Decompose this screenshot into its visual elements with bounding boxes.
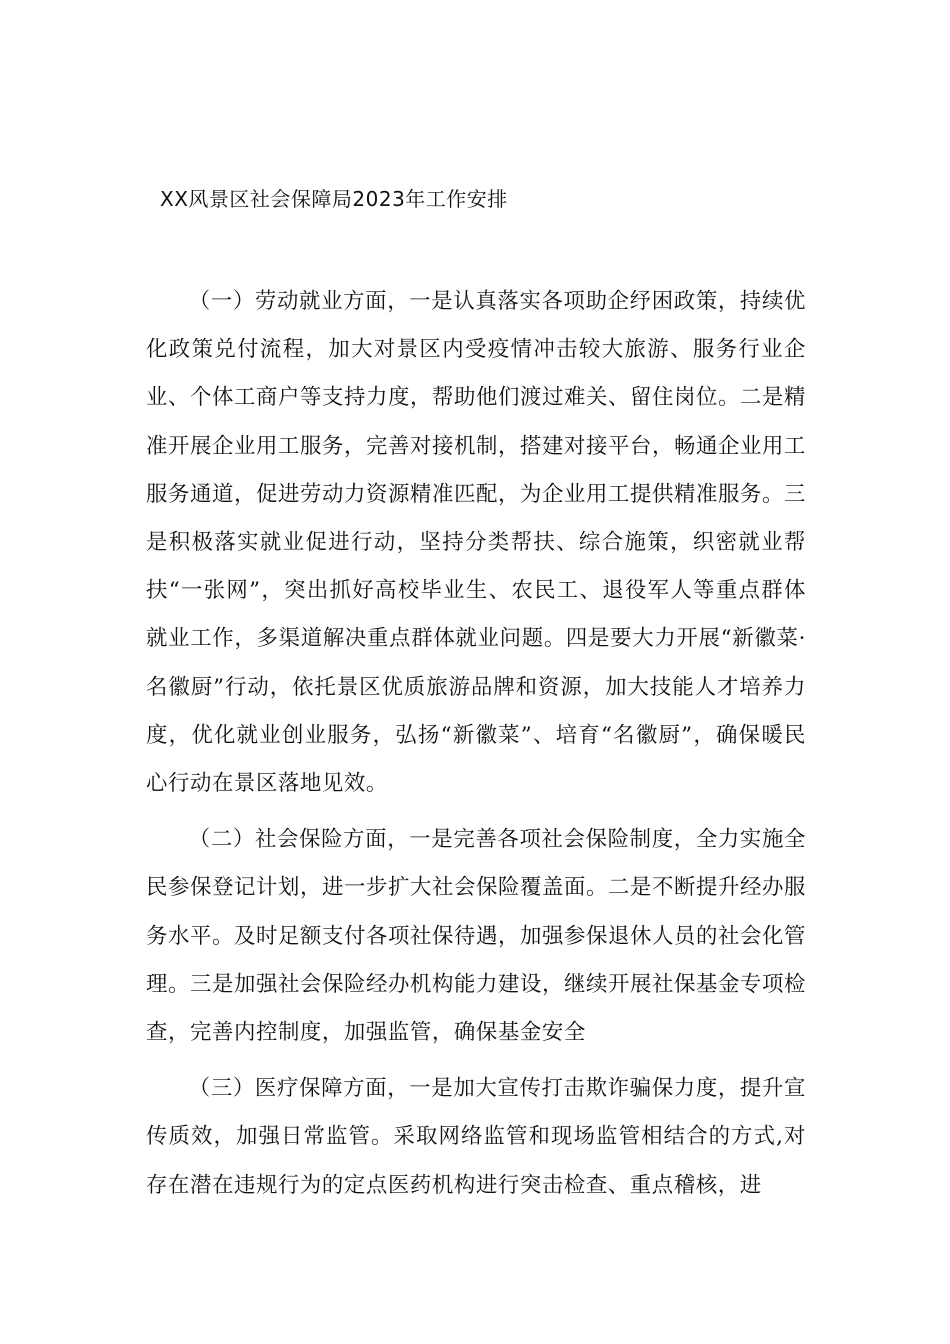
paragraph-labor-employment: （一）劳动就业方面，一是认真落实各项助企纾困政策，持续优化政策兑付流程，加大对景区内受疫情冲击较大旅游、服务行业企业、个体工商户等支持力度，帮助他们渡过难关、留住岗位。二是精准开展企业用工服务，完善对接机制，搭建对接平台，畅通企业用工服务通道，促进劳动力资源精准匹配，为企业用工提供精准服务。三是积极落实就业促进行动，坚持分类帮扶、综合施策，织密就业帮扶“一张网”，突出抓好高校毕业生、农民工、退役军人等重点群体就业工作，多渠道解决重点群体就业问题。四是要大力开展“新徽菜·名徽厨”行动，依托景区优质旅游品牌和资源，加大技能人才培养力度，优化就业创业服务，弘扬“新徽菜”、培育“名徽厨”，确保暖民心行动在景区落地见效。 (146, 289, 806, 797)
document-body (146, 278, 806, 1218)
document-title: XX风景区社会保障局2023年工作安排 (160, 187, 508, 211)
paragraph-social-insurance: （二）社会保险方面，一是完善各项社会保险制度，全力实施全民参保登记计划，进一步扩大社会保险覆盖面。二是不断提升经办服务水平。及时足额支付各项社保待遇，加强参保退休人员的社会化管理。三是加强社会保险经办机构能力建设，继续开展社保基金专项检查，完善内控制度，加强监管，确保基金安全 (146, 827, 806, 1046)
paragraph-medical-security: （三）医疗保障方面，一是加大宣传打击欺诈骗保力度，提升宣传质效，加强日常监管。采取网络监管和现场监管相结合的方式,对存在潜在违规行为的定点医药机构进行突击检查、重点稽核，进 (146, 1076, 806, 1198)
